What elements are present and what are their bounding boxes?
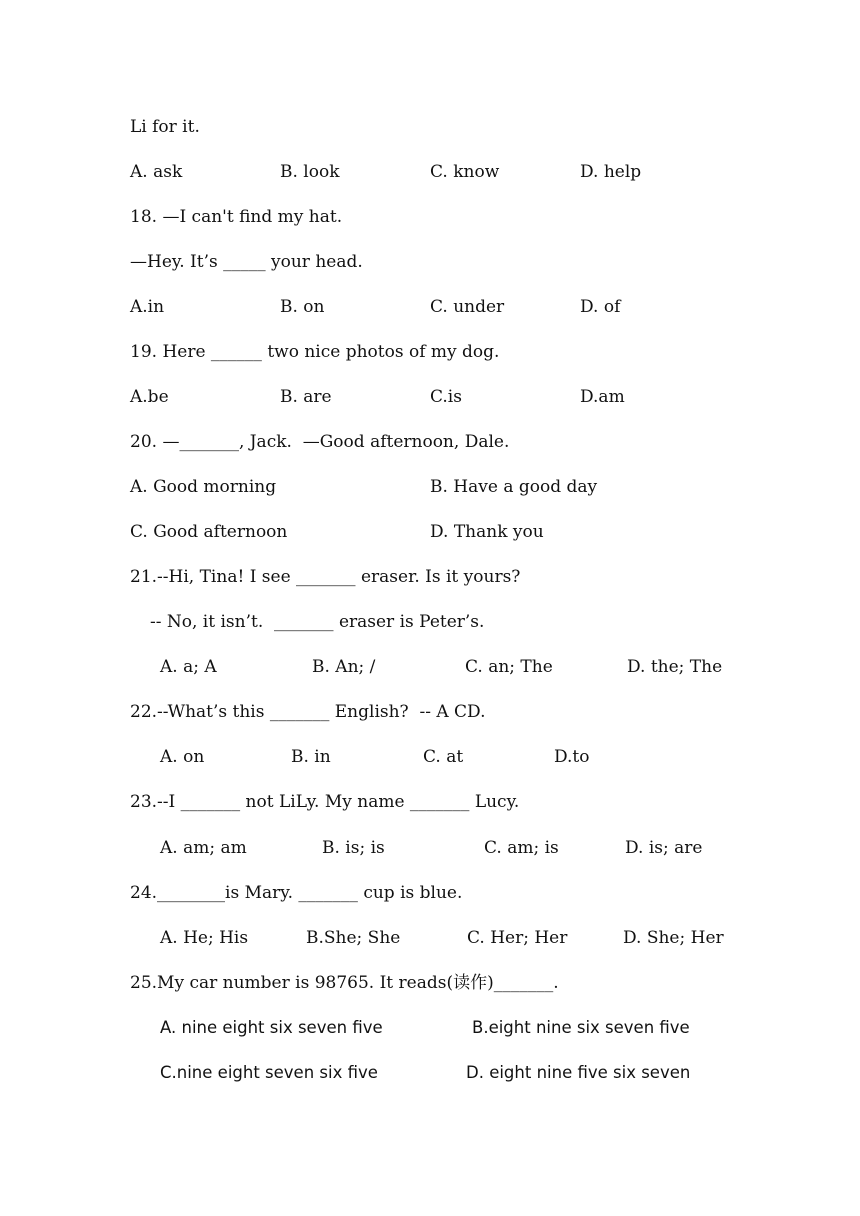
q24-option-c: C. Her; Her xyxy=(467,928,568,948)
q22-option-d: D.to xyxy=(554,747,590,767)
q17-option-b: B. look xyxy=(280,162,340,182)
q25-option-d: D. eight nine five six seven xyxy=(466,1063,691,1082)
q19-option-b: B. are xyxy=(280,387,332,407)
q20-option-d: D. Thank you xyxy=(430,522,544,542)
q23-option-a: A. am; am xyxy=(160,838,247,858)
q25-option-a: A. nine eight six seven five xyxy=(160,1018,383,1037)
q18-option-b: B. on xyxy=(280,297,325,317)
q17-option-c: C. know xyxy=(430,162,500,182)
q22-option-c: C. at xyxy=(423,747,464,767)
q20-option-c: C. Good afternoon xyxy=(130,522,288,542)
q19-option-d: D.am xyxy=(580,387,625,407)
q21-reply: -- No, it isn’t. _______ eraser is Peter’s. xyxy=(150,612,485,632)
q24-option-a: A. He; His xyxy=(160,928,249,948)
q25-stem: 25.My car number is 98765. It reads(读作)_______. xyxy=(130,973,559,993)
q18-reply: —Hey. It’s _____ your head. xyxy=(130,252,363,272)
q19-option-a: A.be xyxy=(130,387,169,407)
q21-option-d: D. the; The xyxy=(627,657,723,677)
q19-stem: 19. Here ______ two nice photos of my dog. xyxy=(130,342,500,362)
q21-stem: 21.--Hi, Tina! I see _______ eraser. Is it yours? xyxy=(130,567,521,587)
q19-option-c: C.is xyxy=(430,387,462,407)
q21-option-c: C. an; The xyxy=(465,657,553,677)
q21-option-a: A. a; A xyxy=(160,657,217,677)
q18-stem: 18. —I can't find my hat. xyxy=(130,207,343,227)
q22-option-a: A. on xyxy=(160,747,205,767)
q21-option-b: B. An; / xyxy=(312,657,376,677)
q25-option-c: C.nine eight seven six five xyxy=(160,1063,378,1082)
q20-stem: 20. —_______, Jack. —Good afternoon, Dale. xyxy=(130,432,510,452)
q22-stem: 22.--What’s this _______ English? -- A CD. xyxy=(130,702,486,722)
q22-option-b: B. in xyxy=(291,747,331,767)
q20-option-a: A. Good morning xyxy=(130,477,277,497)
q24-stem: 24.________is Mary. _______ cup is blue. xyxy=(130,883,463,903)
q18-option-a: A.in xyxy=(130,297,165,317)
q23-option-d: D. is; are xyxy=(625,838,703,858)
q23-option-c: C. am; is xyxy=(484,838,559,858)
q23-stem: 23.--I _______ not LiLy. My name _______ Lucy. xyxy=(130,792,520,812)
q17-option-a: A. ask xyxy=(130,162,183,182)
q24-option-b: B.She; She xyxy=(306,928,401,948)
q23-option-b: B. is; is xyxy=(322,838,385,858)
q24-option-d: D. She; Her xyxy=(623,928,724,948)
q18-option-c: C. under xyxy=(430,297,505,317)
q17-stem-end: Li for it. xyxy=(130,117,200,137)
q17-option-d: D. help xyxy=(580,162,642,182)
q25-option-b: B.eight nine six seven five xyxy=(472,1018,690,1037)
q20-option-b: B. Have a good day xyxy=(430,477,598,497)
q18-option-d: D. of xyxy=(580,297,621,317)
